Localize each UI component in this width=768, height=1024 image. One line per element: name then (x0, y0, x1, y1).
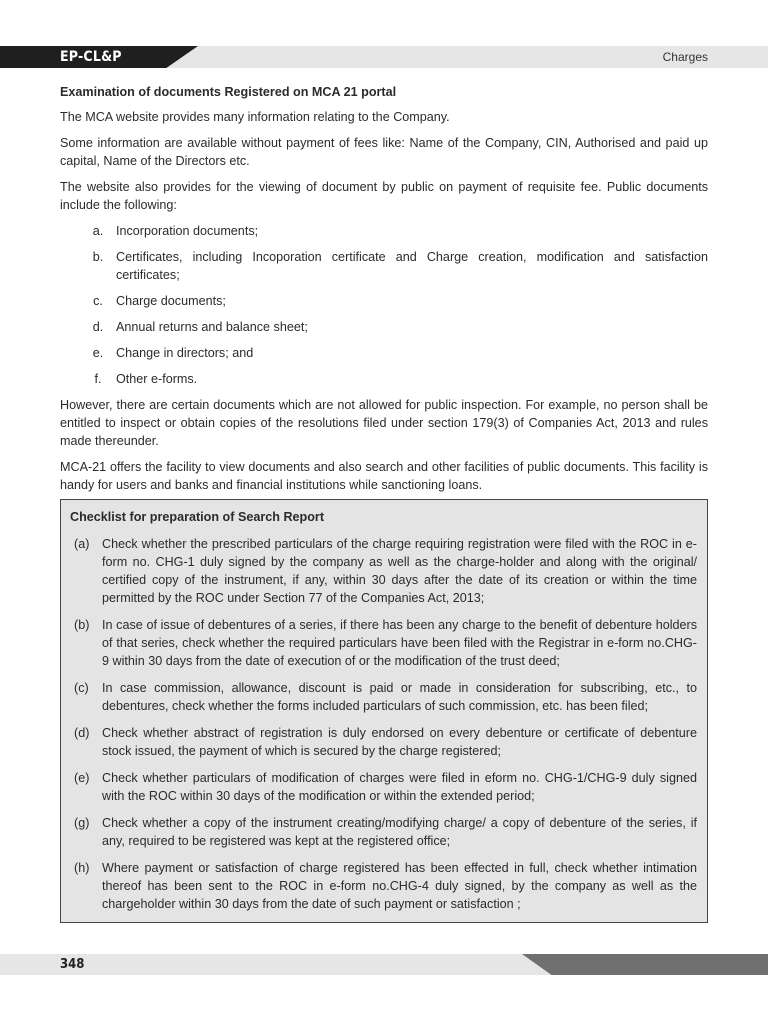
checklist-title: Checklist for preparation of Search Report (70, 510, 325, 524)
checklist-label: (a) (74, 537, 90, 551)
checklist-label: (b) (74, 618, 90, 632)
book-code: EP-CL&P (60, 49, 122, 65)
paragraph: MCA-21 offers the facility to view documents and also search and other facilities of public documents. This facility is handy for users and banks and financial institutions while sanctioning loans. (60, 460, 708, 492)
checklist-label: (g) (74, 816, 90, 830)
list-text: Charge documents; (116, 294, 226, 308)
list-text: Certificates, including Incoporation certificate and Charge creation, modification and satisfaction certificates; (116, 250, 708, 282)
checklist-label: (c) (74, 681, 89, 695)
list-text: Other e-forms. (116, 372, 198, 386)
checklist-label: (h) (74, 861, 90, 875)
list-label: b. (92, 250, 104, 264)
checklist-text: Check whether particulars of modification of charges were filed in eform no. CHG-1/CHG-9 duly signed with the ROC within 30 days of the modification or within the extended period; (102, 771, 697, 803)
list-label: f. (94, 372, 102, 386)
list-item (60, 344, 708, 362)
chapter-title: Charges (662, 50, 708, 64)
public-documents-list (60, 222, 708, 388)
checklist-item (70, 616, 697, 670)
checklist-item (70, 724, 697, 760)
list-label: e. (92, 346, 104, 360)
checklist-box (60, 499, 708, 923)
list-item (60, 222, 708, 240)
section-heading: Examination of documents Registered on MCA 21 portal (60, 85, 397, 99)
checklist-item (70, 535, 697, 607)
checklist-text: Check whether the prescribed particulars of the charge requiring registration were filed with the ROC in e-form no. CHG-1 duly signed by the company as well as the charge-holder and along with the original/ certified copy of the instrument, if any, within 30 days after the date of its creation or within the time permitted by the ROC under Section 77 of the Companies Act, 2013; (102, 537, 697, 605)
footer-tab (522, 954, 768, 975)
list-text: Annual returns and balance sheet; (116, 320, 308, 334)
list-label: c. (93, 294, 103, 308)
list-item (60, 248, 708, 284)
checklist-text: Check whether abstract of registration is duly endorsed on every debenture or certificate of debenture stock issued, the payment of which is secured by the charge registered; (102, 726, 697, 758)
checklist-text: Where payment or satisfaction of charge registered has been effected in full, check whether intimation thereof has been sent to the ROC in e-form no.CHG-4 duly signed, by the company as well as the chargeholder within 30 days from the date of such payment or satisfaction ; (102, 861, 697, 911)
checklist-text: In case commission, allowance, discount is paid or made in consideration for subscribing, etc., to debentures, check whether the forms included particulars of such commission, etc. has been filed; (102, 681, 697, 713)
checklist-item (70, 679, 697, 715)
list-text: Change in directors; and (116, 346, 254, 360)
checklist-label: (d) (74, 726, 90, 740)
checklist-item (70, 814, 697, 850)
checklist-item (70, 859, 697, 913)
paragraph: However, there are certain documents which are not allowed for public inspection. For example, no person shall be entitled to inspect or obtain copies of the resolutions filed under section 179(3) of Companies Act, 2013 and rules made thereunder. (60, 398, 708, 448)
paragraph: The MCA website provides many information relating to the Company. (60, 110, 450, 124)
checklist-label: (e) (74, 771, 90, 785)
page-number: 348 (60, 957, 85, 972)
list-item (60, 292, 708, 310)
paragraph: The website also provides for the viewing of document by public on payment of requisite fee. Public documents include the following: (60, 180, 708, 212)
list-item (60, 370, 708, 388)
list-label: a. (92, 224, 104, 238)
list-text: Incorporation documents; (116, 224, 259, 238)
checklist-item (70, 769, 697, 805)
paragraph: Some information are available without payment of fees like: Name of the Company, CIN, Authorised and paid up capital, Name of the Directors etc. (60, 136, 708, 168)
checklist-text: Check whether a copy of the instrument creating/modifying charge/ a copy of debenture of the series, if any, required to be registered was kept at the registered office; (102, 816, 697, 848)
list-item (60, 318, 708, 336)
checklist-text: In case of issue of debentures of a series, if there has been any charge to the benefit of debenture holders of that series, check whether the required particulars have been filed with the Registrar in e-form no.CHG-9 within 30 days from the date of execution of or the modification of the trust deed; (102, 618, 697, 668)
checklist-list (70, 535, 697, 913)
main-content (60, 83, 708, 502)
list-label: d. (92, 320, 104, 334)
